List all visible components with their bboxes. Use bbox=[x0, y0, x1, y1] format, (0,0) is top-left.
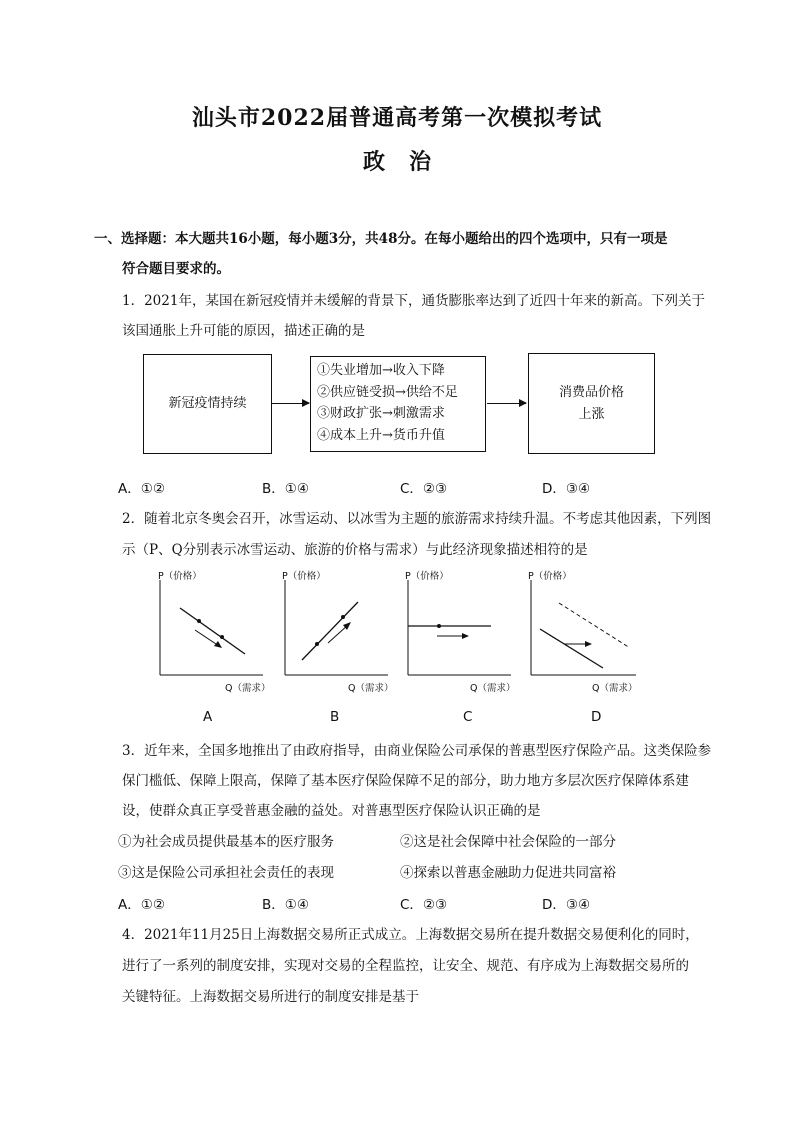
graph-d-y-label: P（价格） bbox=[528, 571, 572, 582]
graph-a-letter[interactable]: A bbox=[203, 709, 213, 725]
flow-reason-2: ②供应链受损→供给不足 bbox=[317, 384, 458, 400]
q3-stem-cont-2: 设，使群众真正享受普惠金融的益处。对普惠型医疗保险认识正确的是 bbox=[122, 803, 541, 819]
graph-a-y-label: P（价格） bbox=[158, 571, 202, 582]
graph-b-point-1 bbox=[315, 642, 319, 646]
q3-option-b[interactable]: B．①④ bbox=[262, 897, 309, 913]
graph-b-letter[interactable]: B bbox=[330, 709, 340, 725]
q1-option-d[interactable]: D．③④ bbox=[542, 481, 591, 497]
graph-c bbox=[403, 580, 513, 680]
flow-reason-3: ③财政扩张→刺激需求 bbox=[317, 406, 445, 421]
graph-a-point-1 bbox=[197, 619, 201, 623]
q3-stem: 3．近年来，全国多地推出了由政府指导，由商业保险公司承保的普惠型医疗保险产品。这类保险参 bbox=[122, 743, 712, 759]
q3-statement-4: ④探索以普惠金融助力促进共同富裕 bbox=[400, 865, 616, 881]
section-heading: 一、选择题：本大题共16小题，每小题3分，共48分。在每小题给出的四个选项中，只有一项是 bbox=[94, 231, 668, 247]
flow-result-line1: 消费品价格 bbox=[558, 384, 624, 400]
q3-option-d[interactable]: D．③④ bbox=[542, 897, 591, 913]
flow-arrow-2 bbox=[487, 403, 526, 404]
graph-d-shifted-line bbox=[559, 603, 630, 648]
flow-box-reasons bbox=[310, 356, 486, 452]
q1-stem: 1．2021年，某国在新冠疫情并未缓解的背景下，通货膨胀率达到了近四十年来的新高。下列关于 bbox=[122, 293, 705, 309]
subject-title: 政治 bbox=[362, 149, 455, 175]
graph-d-x-label: Q（需求） bbox=[592, 683, 638, 694]
q1-option-c[interactable]: C．②③ bbox=[400, 481, 448, 497]
flow-box-result bbox=[528, 353, 655, 454]
flow-reason-4: ④成本上升→货币升值 bbox=[317, 427, 445, 443]
graph-d-letter[interactable]: D bbox=[591, 709, 602, 725]
q2-stem: 2．随着北京冬奥会召开，冰雪运动、以冰雪为主题的旅游需求持续升温。不考虑其他因素，下列图 bbox=[122, 511, 712, 527]
q2-stem-cont: 示（P、Q分别表示冰雪运动、旅游的价格与需求）与此经济现象描述相符的是 bbox=[122, 542, 588, 558]
graph-c-letter[interactable]: C bbox=[463, 709, 473, 725]
graph-b bbox=[280, 580, 390, 680]
graph-a-x-label: Q（需求） bbox=[225, 683, 271, 694]
graph-b-move-arrow bbox=[328, 625, 348, 643]
q3-stem-cont-1: 保门槛低、保障上限高，保障了基本医疗保险保障不足的部分，助力地方多层次医疗保障体系建 bbox=[122, 773, 689, 789]
q1-option-a[interactable]: A．①② bbox=[118, 481, 165, 497]
q1-option-b[interactable]: B．①④ bbox=[262, 481, 309, 497]
q3-option-c[interactable]: C．②③ bbox=[400, 897, 448, 913]
q4-stem-cont-2: 关键特征。上海数据交易所进行的制度安排是基于 bbox=[122, 989, 419, 1005]
graph-c-point bbox=[437, 624, 441, 628]
flow-arrow-1 bbox=[271, 403, 309, 404]
graph-b-supply-line bbox=[302, 602, 358, 660]
graph-a bbox=[155, 580, 265, 680]
q4-stem-cont-1: 进行了一系列的制度安排，实现对交易的全程监控，让安全、规范、有序成为上海数据交易所的 bbox=[122, 958, 689, 974]
section-heading-cont: 符合题目要求的。 bbox=[122, 261, 230, 277]
q3-option-a[interactable]: A．①② bbox=[118, 897, 165, 913]
graph-d-arrowhead bbox=[585, 641, 592, 647]
graph-b-point-2 bbox=[341, 615, 345, 619]
graph-a-arrowhead bbox=[214, 641, 222, 648]
q3-statement-1: ①为社会成员提供最基本的医疗服务 bbox=[118, 834, 334, 850]
q3-statement-3: ③这是保险公司承担社会责任的表现 bbox=[118, 865, 334, 881]
exam-title: 汕头市2022届普通高考第一次模拟考试 bbox=[191, 105, 603, 131]
flow-result-line2: 上涨 bbox=[578, 406, 605, 422]
flow-reason-1: ①失业增加→收入下降 bbox=[317, 363, 445, 378]
graph-c-y-label: P（价格） bbox=[405, 571, 449, 582]
graph-a-demand-line bbox=[180, 608, 245, 654]
q1-stem-cont: 该国通胀上升可能的原因，描述正确的是 bbox=[122, 323, 365, 339]
graph-d-original-line bbox=[540, 629, 603, 668]
q4-stem: 4．2021年11月25日上海数据交易所正式成立。上海数据交易所在提升数据交易便利化的同时， bbox=[122, 927, 699, 943]
graph-b-y-label: P（价格） bbox=[282, 571, 326, 582]
q3-statement-2: ②这是社会保障中社会保险的一部分 bbox=[400, 834, 616, 850]
graph-c-arrowhead bbox=[462, 633, 469, 639]
graph-c-x-label: Q（需求） bbox=[470, 683, 516, 694]
graph-a-point-2 bbox=[220, 635, 224, 639]
flow-box-cause: 新冠疫情持续 bbox=[143, 354, 272, 454]
graph-b-x-label: Q（需求） bbox=[348, 683, 394, 694]
graph-d bbox=[526, 580, 638, 680]
